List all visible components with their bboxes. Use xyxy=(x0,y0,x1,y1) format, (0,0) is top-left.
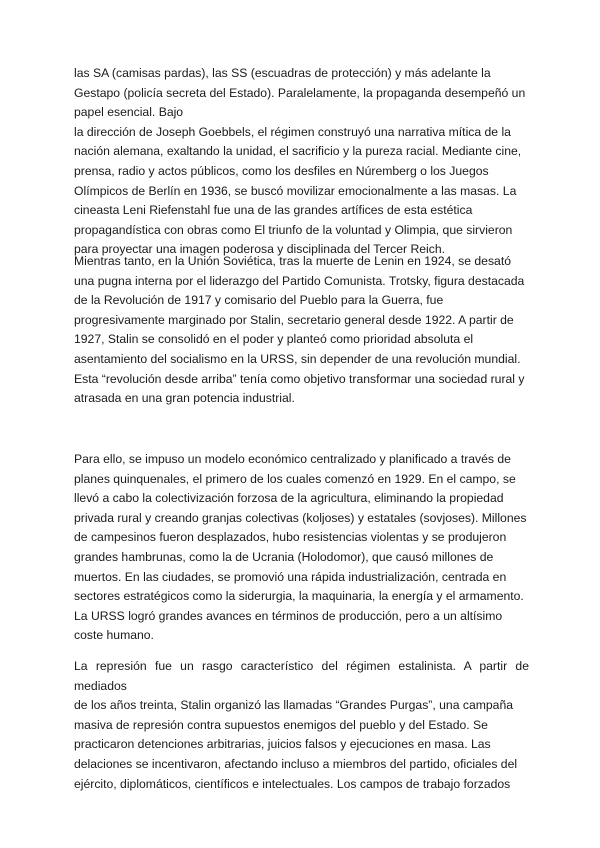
text-line: delaciones se incentivaron, afectando incluso a miembros del partido, oficiales del xyxy=(74,756,518,771)
text-line: para proyectar una imagen poderosa y disciplinada del Tercer Reich. xyxy=(74,242,446,257)
text-line: ejército, diplomáticos, científicos e intelectuales. Los campos de trabajo forzados xyxy=(74,776,511,791)
text-line: Esta “revolución desde arriba” tenía como objetivo transformar una sociedad rural y xyxy=(74,371,525,386)
text-line: cineasta Leni Riefenstahl fue una de las grandes artífices de esta estética xyxy=(74,203,473,218)
text-line: 1927, Stalin se consolidó en el poder y planteó como prioridad absoluta el xyxy=(74,332,474,347)
text-line: de campesinos fueron desplazados, hubo resistencias violentas y se produjeron xyxy=(74,530,507,545)
text-line: de los años treinta, Stalin organizó las llamadas “Grandes Purgas”, una campaña xyxy=(74,698,513,713)
text-line: de la Revolución de 1917 y comisario del Pueblo para la Guerra, fue xyxy=(74,293,444,308)
text-line: Gestapo (policía secreta del Estado). Paralelamente, la propaganda desempeñó un xyxy=(74,85,526,100)
text-line: Para ello, se impuso un modelo económico centralizado y planificado a través de xyxy=(74,452,511,466)
text-line: Olímpicos de Berlín en 1936, se buscó movilizar emocionalmente a las masas. La xyxy=(74,183,517,198)
text-line: atrasada en una gran potencia industrial. xyxy=(74,391,295,406)
text-line: Mientras tanto, en la Unión Soviética, tras la muerte de Lenin en 1924, se desató xyxy=(74,254,511,268)
paragraph-nazi-propaganda xyxy=(74,64,529,260)
text-line: sectores estratégicos como la siderurgia, la maquinaria, la energía y el armamento. xyxy=(74,589,524,604)
text-line: masiva de represión contra supuestos enemigos del pueblo y del Estado. Se xyxy=(74,717,488,732)
text-line: una pugna interna por el liderazgo del Partido Comunista. Trotsky, figura destacada xyxy=(74,273,525,288)
text-line: papel esencial. Bajo xyxy=(74,105,184,120)
text-line: planes quinquenales, el primero de los cuales comenzó en 1929. En el campo, se xyxy=(74,471,516,486)
text-line: propagandística con obras como El triunfo de la voluntad y Olimpia, que sirvieron xyxy=(74,222,513,237)
text-line: grandes hambrunas, como la de Ucrania (Holodomor), que causó millones de xyxy=(74,549,494,564)
text-line: asentamiento del socialismo en la URSS, sin depender de una revolución mundial. xyxy=(74,351,521,366)
text-line: nación alemana, exaltando la unidad, el sacrificio y la pureza racial. Mediante cine, xyxy=(74,144,522,159)
text-line: privada rural y creando granjas colectivas (koljoses) y estatales (sovjoses). Millones xyxy=(74,510,527,525)
text-line: prensa, radio y actos públicos, como los desfiles en Núremberg o los Juegos xyxy=(74,163,489,178)
paragraph-stalinist-repression xyxy=(74,657,529,794)
text-line: las SA (camisas pardas), las SS (escuadras de protección) y más adelante la xyxy=(74,66,491,80)
text-line: la dirección de Joseph Goebbels, el régimen construyó una narrativa mítica de la xyxy=(74,124,511,139)
paragraph-five-year-plans xyxy=(74,450,529,646)
text-line: La represión fue un rasgo característico del régimen estalinista. A partir de mediados xyxy=(74,659,529,693)
text-line: practicaron detenciones arbitrarias, juicios falsos y ejecuciones en masa. Las xyxy=(74,737,491,752)
text-line: progresivamente marginado por Stalin, secretario general desde 1922. A partir de xyxy=(74,312,514,327)
text-line: La URSS logró grandes avances en términos de producción, pero a un altísimo xyxy=(74,608,503,623)
text-line: muertos. En las ciudades, se promovió una rápida industrialización, centrada en xyxy=(74,569,507,584)
text-line: coste humano. xyxy=(74,628,154,643)
text-line: llevó a cabo la colectivización forzosa de la agricultura, eliminando la propiedad xyxy=(74,491,504,506)
paragraph-soviet-union-stalin xyxy=(74,252,529,409)
